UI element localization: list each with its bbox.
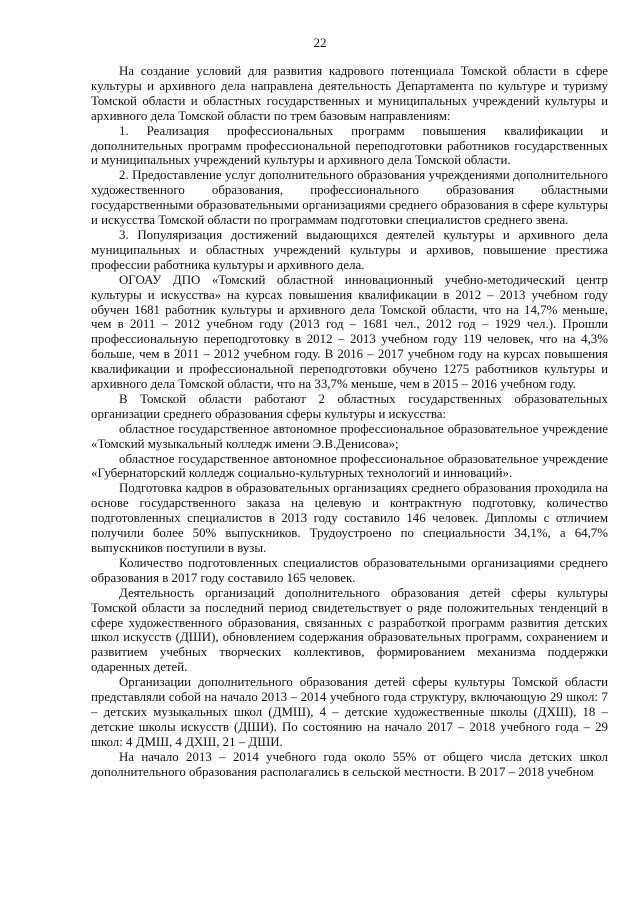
paragraph-schools-structure: Организации дополнительного образования детей сферы культуры Томской области представляли собой на начало 2013 – 2014 учебного года структуру, включающую 29 школ: 7 – детских музыкальных школ (ДМШ), 4 – детские художественные школы (ДХШ), 18 – детские школы искусств (ДШИ). По состоянию на начало 2017 – 2018 учебного года – 29 школ: 4 ДМШ, 4 ДХШ, 21 – ДШИ. <box>91 675 608 749</box>
paragraph-training-center: ОГОАУ ДПО «Томский областной инновационный учебно-методический центр культуры и искусства» на курсах повышения квалификации в 2012 – 2013 учебном году обучен 1681 работник культуры и архивного дела Томской области, что на 14,7% меньше, чем в 2011 – 2012 учебном году (2013 год – 1681 чел., 2012 год – 1929 чел.). Прошли профессиональную переподготовку в 2012 – 2013 учебном году 119 человек, что на 4,3% больше, чем в 2011 – 2012 учебном году. В 2016 – 2017 учебном году на курсах повышения квалификации и профессиональной переподготовки обучено 1275 работников культуры и архивного дела Томской области, что на 33,7% меньше, чем в 2015 – 2016 учебном году. <box>91 272 608 392</box>
paragraph-rural-schools: На начало 2013 – 2014 учебного года около 55% от общего числа детских школ дополнительного образования располагались в сельской местности. В 2017 – 2018 учебном <box>91 749 608 779</box>
paragraph-direction-3: 3. Популяризация достижений выдающихся деятелей культуры и архивного дела муниципальных и областных учреждений культуры и архивов, повышение престижа профессии работника культуры и архивного дела. <box>91 227 608 272</box>
paragraph-governor-college: областное государственное автономное профессиональное образовательное учреждение «Губернаторский колледж социально-культурных технологий и инноваций». <box>91 451 608 481</box>
paragraph-music-college: областное государственное автономное профессиональное образовательное учреждение «Томский музыкальный колледж имени Э.В.Денисова»; <box>91 421 608 451</box>
paragraph-training-results: Подготовка кадров в образовательных организациях среднего образования проходила на основе государственного заказа на целевую и контрактную подготовку, количество подготовленных специалистов в 2013 году составило 146 человек. Дипломы с отличием получили более 50% выпускников. Трудоустроено по специальности 34,1%, а 64,7% выпускников поступили в вузы. <box>91 481 608 555</box>
body-text <box>91 64 608 780</box>
paragraph-specialists-2017: Количество подготовленных специалистов образовательными организациями среднего образования в 2017 году составило 165 человек. <box>91 555 608 585</box>
paragraph-direction-2: 2. Предоставление услуг дополнительного образования учреждениями дополнительного художественного образования, профессионального образования областными государственными образовательными организациями среднего образования в сфере культуры и искусства Томской области по программам подготовки специалистов среднего звена. <box>91 168 608 228</box>
paragraph-children-education: Деятельность организаций дополнительного образования детей сферы культуры Томской области за последний период свидетельствует о ряде положительных тенденций в сфере художественного образования, связанных с разработкой программ развития детских школ искусств (ДШИ), обновлением содержания образовательных программ, сохранением и развитием учебных творческих коллективов, формированием механизма поддержки одаренных детей. <box>91 585 608 675</box>
page-number: 22 <box>313 35 327 50</box>
paragraph-direction-1: 1. Реализация профессиональных программ повышения квалификации и дополнительных программ профессиональной переподготовки работников государственных и муниципальных учреждений культуры и архивного дела Томской области. <box>91 123 608 168</box>
paragraph-organizations: В Томской области работают 2 областных государственных образовательных организации среднего образования сферы культуры и искусства: <box>91 391 608 421</box>
paragraph-intro: На создание условий для развития кадрового потенциала Томской области в сфере культуры и архивного дела направлена деятельность Департамента по культуре и туризму Томской области и областных государственных и муниципальных учреждений культуры и архивного дела Томской области по трем базовым направлениям: <box>91 64 608 123</box>
